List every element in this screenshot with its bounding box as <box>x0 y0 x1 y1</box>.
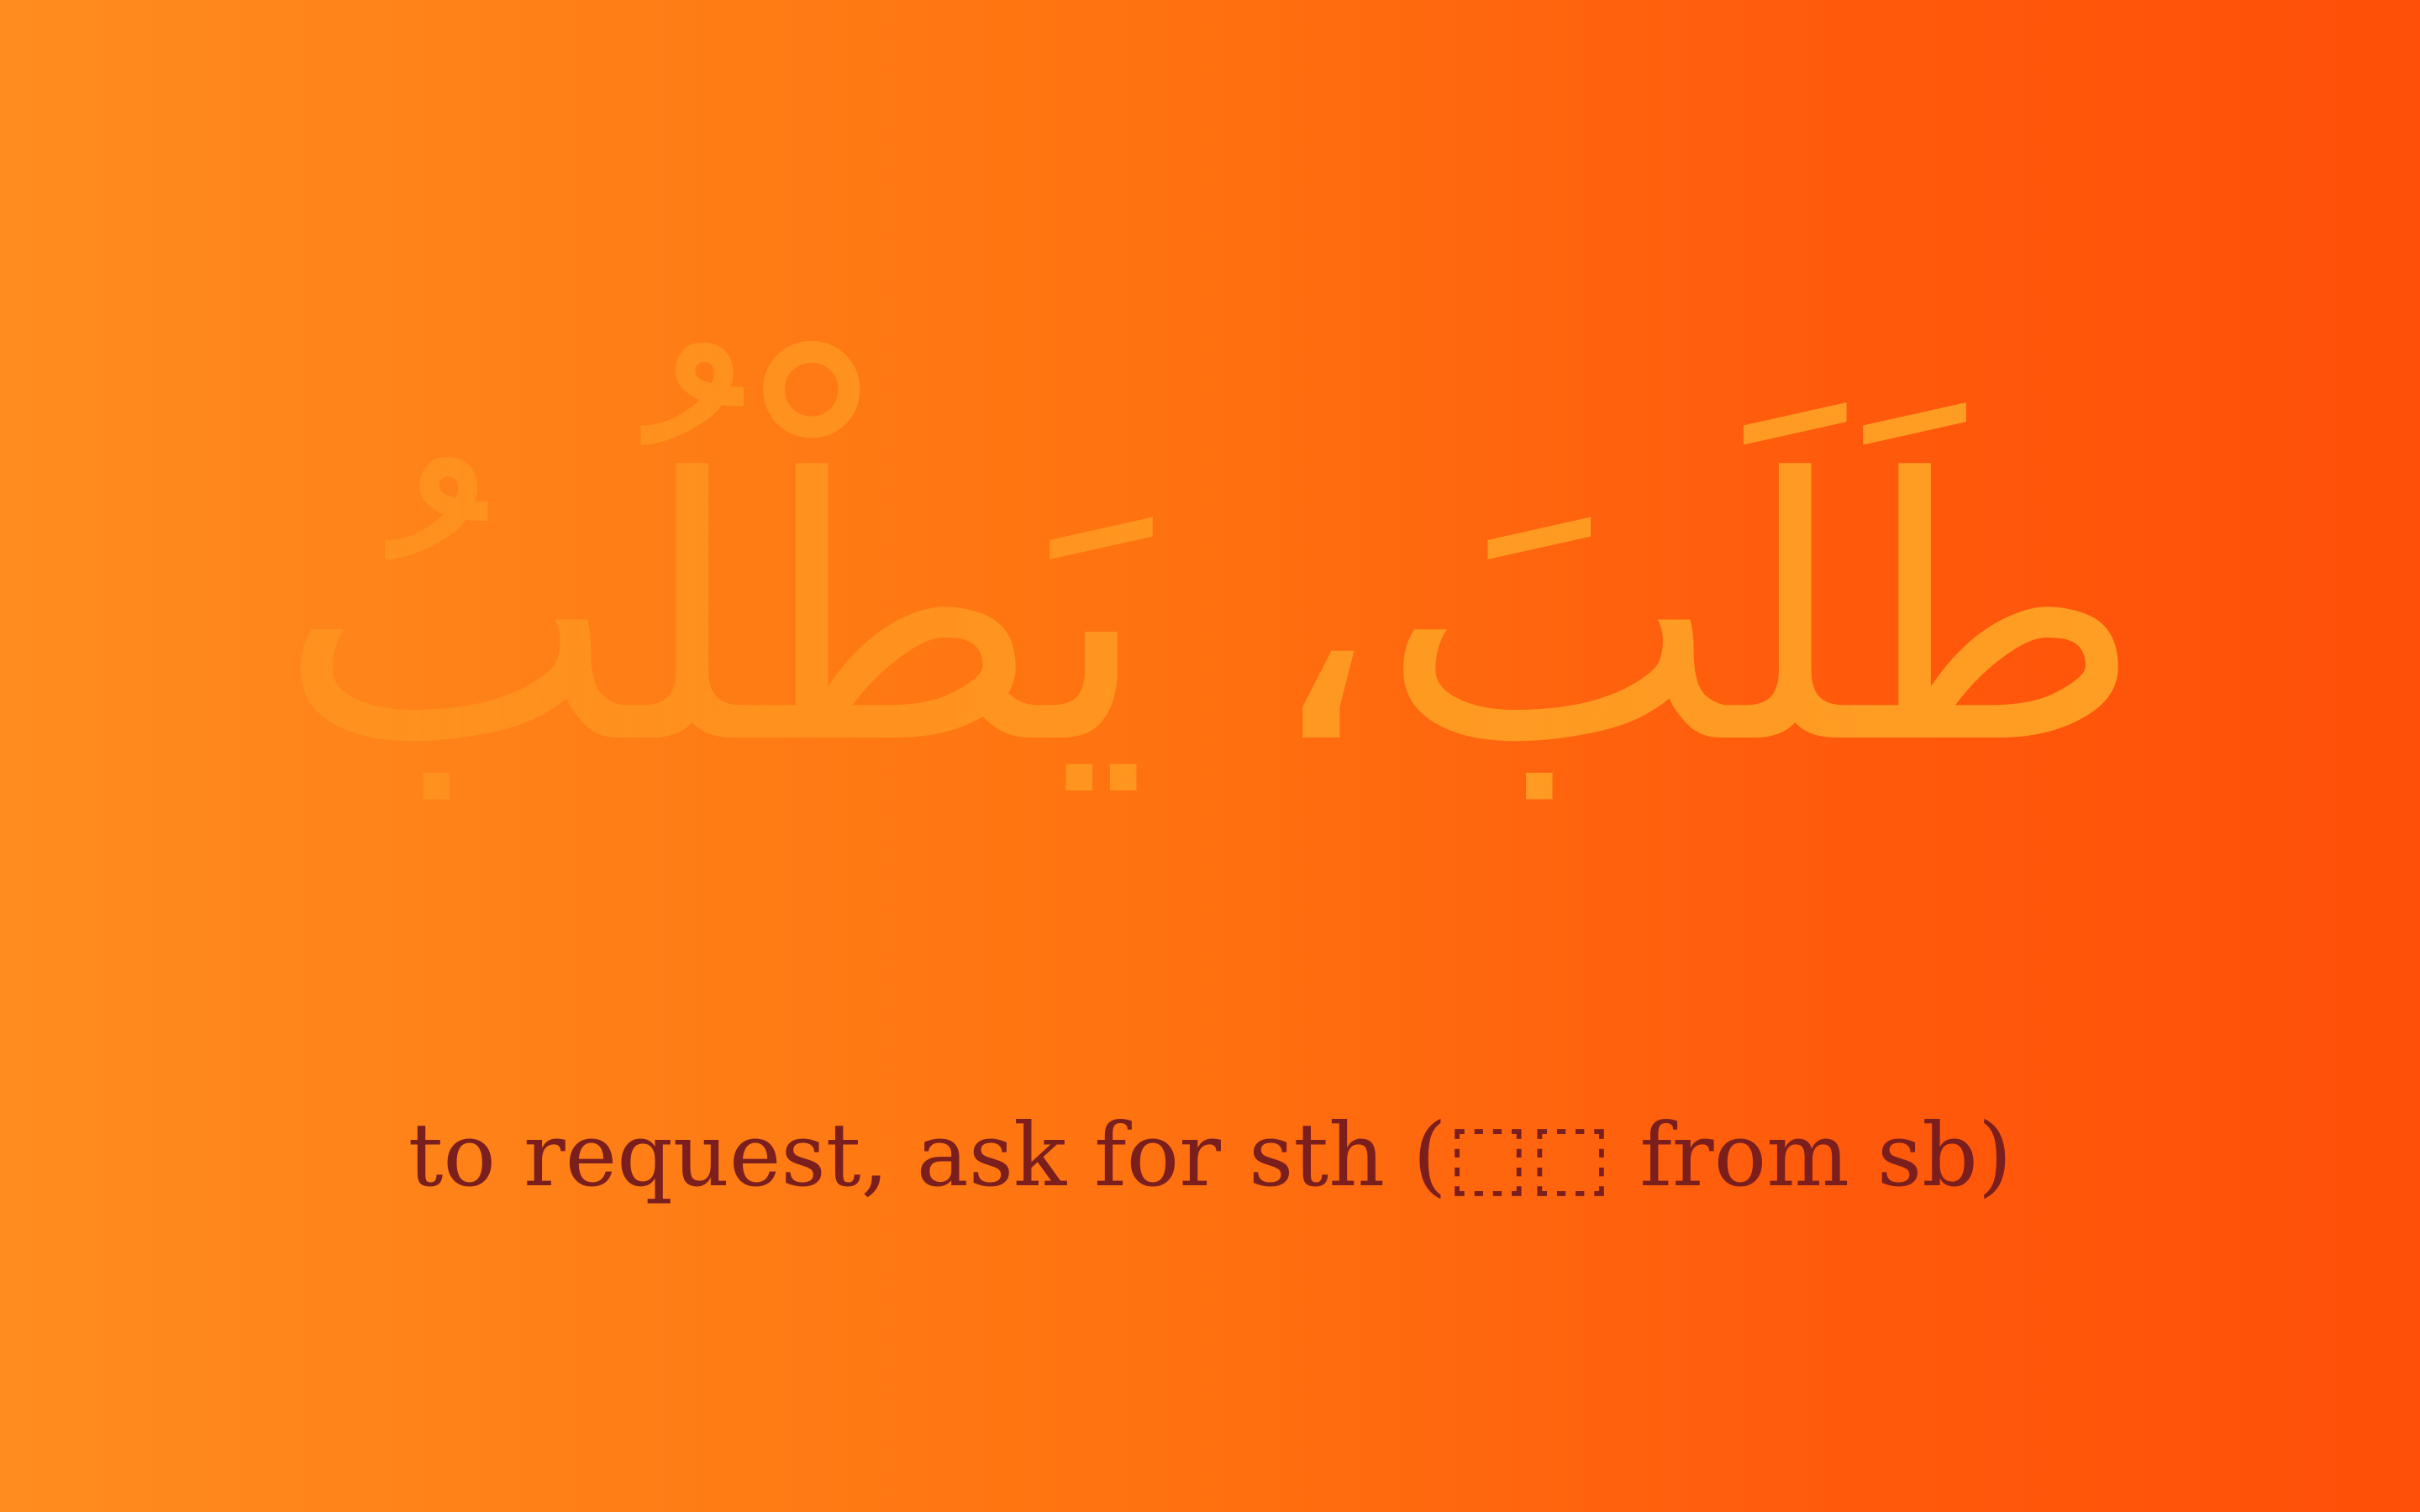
english-translation: to request, ask for sth (⬚⬚ from sb) <box>408 1104 2012 1206</box>
arabic-word-container <box>202 319 2218 907</box>
arabic-word: طَلَبَ، يَطْلُبُ <box>202 319 2218 907</box>
